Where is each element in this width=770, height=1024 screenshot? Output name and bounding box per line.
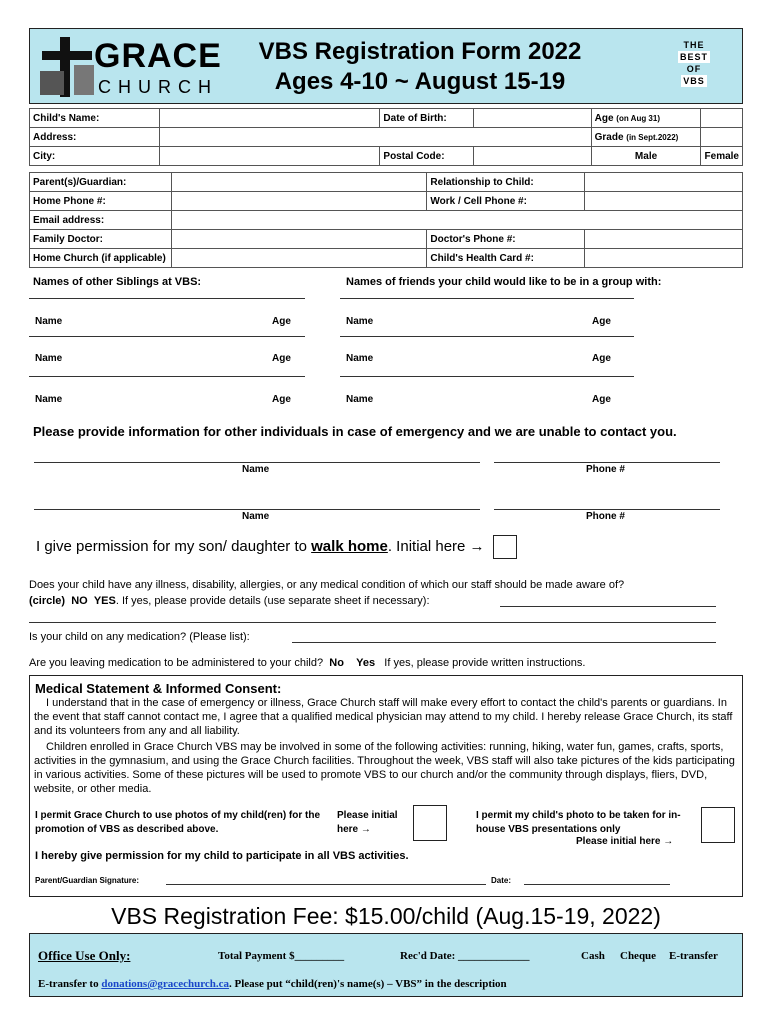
initial-prompt-1: Please initial here →	[337, 810, 398, 835]
emergency-phone-line-1[interactable]	[494, 462, 720, 463]
medical-question-3: Are you leaving medication to be administered to your child? No Yes If yes, please provide written instructions.	[29, 657, 586, 669]
medical-question-2: Is your child on any medication? (Please list):	[29, 631, 250, 643]
cross-logo-icon	[38, 35, 98, 99]
photo-permission-1: I permit Grace Church to use photos of my child(ren) for the promotion of VBS as described above.	[35, 810, 321, 835]
sibling-line-2[interactable]	[29, 336, 305, 337]
logo-word-church: CHURCH	[98, 77, 218, 97]
sibling-name-label-2: Name	[35, 353, 63, 364]
photo-initial-box-1[interactable]	[413, 805, 447, 841]
home-phone-field[interactable]	[171, 192, 426, 211]
sibling-line-3[interactable]	[29, 376, 305, 377]
q1-yes-option[interactable]: YES	[93, 595, 116, 607]
consent-section	[29, 675, 743, 897]
sibling-name-label-3: Name	[35, 394, 63, 405]
registration-fee: VBS Registration Fee: $15.00/child (Aug.15-19, 2022)	[111, 903, 661, 929]
badge-line-4: VBS	[683, 76, 705, 86]
signature-line[interactable]	[166, 884, 486, 885]
home-church-label: Home Church (if applicable)	[30, 249, 172, 268]
parent-info-table	[29, 172, 743, 268]
form-title	[230, 37, 610, 97]
home-phone-label: Home Phone #:	[30, 192, 172, 211]
walk-home-permission: I give permission for my son/ daughter to walk home. Initial here →	[36, 538, 485, 555]
signature-date-label: Date:	[491, 876, 512, 885]
badge-line-3: OF	[686, 64, 702, 74]
emergency-name-line-1[interactable]	[34, 462, 480, 463]
emergency-phone-line-2[interactable]	[494, 509, 720, 510]
emergency-phone-label-2: Phone #	[586, 511, 625, 522]
photo-initial-box-2[interactable]	[701, 807, 735, 843]
donations-email-link[interactable]: donations@gracechurch.ca	[101, 978, 230, 990]
doctor-field[interactable]	[171, 230, 426, 249]
total-payment-label: Total Payment $_________	[218, 950, 345, 962]
best-of-vbs-badge	[654, 35, 734, 99]
participation-permission: I hereby give permission for my child to participate in all VBS activities.	[35, 850, 409, 862]
friend-name-label-3: Name	[346, 394, 374, 405]
age-field[interactable]	[701, 109, 743, 128]
home-church-field[interactable]	[171, 249, 426, 268]
sibling-name-label-1: Name	[35, 316, 63, 327]
parent-field[interactable]	[171, 173, 426, 192]
doctor-phone-field[interactable]	[585, 230, 743, 249]
male-option[interactable]: Male	[591, 147, 701, 166]
received-date-label: Rec'd Date: _____________	[400, 950, 530, 962]
cash-option[interactable]: Cash	[581, 950, 605, 962]
medication-list-line[interactable]	[292, 642, 716, 643]
sibling-age-label-3: Age	[272, 394, 291, 405]
office-use-title: Office Use Only:	[38, 948, 131, 963]
health-card-label: Child's Health Card #:	[427, 249, 585, 268]
siblings-heading: Names of other Siblings at VBS:	[33, 276, 202, 288]
q1-no-option[interactable]: NO	[71, 595, 88, 607]
friend-name-label-2: Name	[346, 353, 374, 364]
friend-name-label-1: Name	[346, 316, 374, 327]
q3-yes-option[interactable]: Yes	[356, 657, 376, 669]
friend-age-label-1: Age	[592, 316, 611, 327]
title-line-1: VBS Registration Form 2022	[258, 38, 582, 65]
relationship-field[interactable]	[585, 173, 743, 192]
friends-heading: Names of friends your child would like to be in a group with:	[346, 276, 662, 288]
emergency-name-line-2[interactable]	[34, 509, 480, 510]
female-option[interactable]: Female	[701, 147, 743, 166]
work-phone-field[interactable]	[585, 192, 743, 211]
initial-prompt-2: Please initial here →	[576, 836, 674, 847]
dob-label: Date of Birth:	[380, 109, 474, 128]
doctor-label: Family Doctor:	[30, 230, 172, 249]
child-info-table	[29, 108, 743, 166]
sibling-age-label-2: Age	[272, 353, 291, 364]
emergency-name-label-1: Name	[242, 464, 270, 475]
consent-paragraph-1: I understand that in the case of emergency or illness, Grace Church staff will make every effort to contact the child's parents or guardians. In the event that staff cannot contact me, I agree that a qualified medical physician may attend to my child. I hereby release Grace Church, its staff and its volunteers from any and all liability.	[34, 697, 733, 737]
city-label: City:	[30, 147, 160, 166]
q3-no-option[interactable]: No	[329, 657, 344, 669]
badge-line-2: BEST	[679, 52, 708, 62]
medical-details-line-1[interactable]	[500, 606, 716, 607]
emergency-phone-label-1: Phone #	[586, 464, 625, 475]
medical-details-line-2[interactable]	[29, 622, 716, 623]
consent-heading: Medical Statement & Informed Consent:	[35, 681, 282, 696]
badge-line-1: THE	[683, 40, 705, 50]
email-label: Email address:	[30, 211, 172, 230]
signature-date-line[interactable]	[524, 884, 670, 885]
office-use-section	[29, 933, 743, 997]
address-field[interactable]	[159, 128, 591, 147]
consent-paragraph-2: Children enrolled in Grace Church VBS may be involved in some of the following activities: running, hiking, water fun, games, crafts, sports, activities in the gymnasium, and using the Grace Church facilities. Throughout the week, VBS staff will also take pictures of the kids participating in various activities. Some of these pictures will be used to promote VBS to our church and/or the community through displays, fliers, DVD, website, or other media.	[34, 741, 735, 795]
emergency-name-label-2: Name	[242, 511, 270, 522]
form-header	[29, 28, 743, 104]
grade-label: Grade (in Sept.2022)	[591, 128, 701, 147]
photo-permission-2: I permit my child's photo to be taken for in-house VBS presentations only	[476, 810, 681, 835]
dob-field[interactable]	[474, 109, 591, 128]
friend-line-3[interactable]	[340, 376, 634, 377]
title-line-2: Ages 4-10 ~ August 15-19	[274, 68, 566, 95]
work-phone-label: Work / Cell Phone #:	[427, 192, 585, 211]
walk-home-initial-box[interactable]	[493, 535, 517, 559]
age-label: Age (on Aug 31)	[591, 109, 701, 128]
city-field[interactable]	[159, 147, 380, 166]
medical-q1-answer-row: (circle) NO YES. If yes, please provide details (use separate sheet if necessary):	[29, 595, 430, 607]
sibling-age-label-1: Age	[272, 316, 291, 327]
emergency-heading: Please provide information for other individuals in case of emergency and we are unable to contact you.	[33, 424, 677, 439]
relationship-label: Relationship to Child:	[427, 173, 585, 192]
postal-label: Postal Code:	[380, 147, 474, 166]
etransfer-instructions: E-transfer to donations@gracechurch.ca. Please put “child(ren)'s name(s) – VBS” in the description	[38, 978, 507, 990]
etransfer-option[interactable]: E-transfer	[669, 950, 718, 962]
email-field[interactable]	[171, 211, 742, 230]
friend-age-label-2: Age	[592, 353, 611, 364]
doctor-phone-label: Doctor's Phone #:	[427, 230, 585, 249]
health-card-field[interactable]	[585, 249, 743, 268]
childs-name-label: Child's Name:	[30, 109, 160, 128]
grade-field[interactable]	[701, 128, 743, 147]
medical-question-1: Does your child have any illness, disability, allergies, or any medical condition of which our staff should be made aware of?	[29, 579, 625, 591]
cheque-option[interactable]: Cheque	[620, 950, 657, 962]
sibling-line-1[interactable]	[29, 298, 305, 299]
friend-age-label-3: Age	[592, 394, 611, 405]
signature-label: Parent/Guardian Signature:	[35, 876, 140, 885]
postal-field[interactable]	[474, 147, 591, 166]
address-label: Address:	[30, 128, 160, 147]
grace-church-logo	[38, 35, 222, 99]
friend-line-2[interactable]	[340, 336, 634, 337]
parent-label: Parent(s)/Guardian:	[30, 173, 172, 192]
logo-word-grace: GRACE	[94, 37, 222, 75]
childs-name-field[interactable]	[159, 109, 380, 128]
friend-line-1[interactable]	[340, 298, 634, 299]
